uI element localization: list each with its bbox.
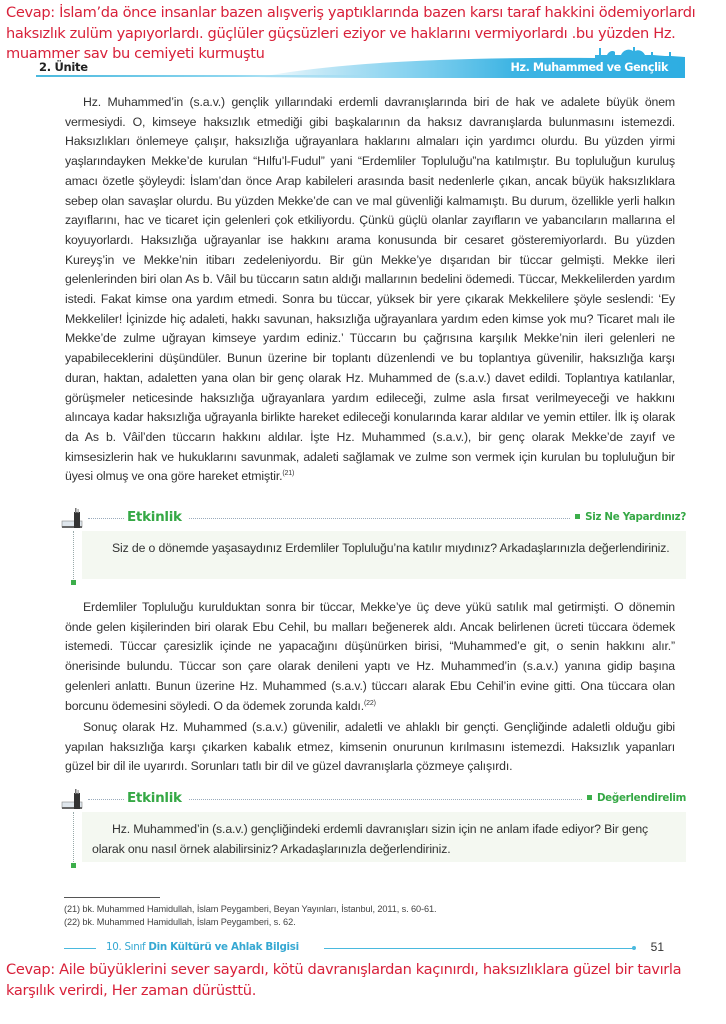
- activity-question: [92, 819, 676, 859]
- footnotes: [64, 897, 664, 928]
- activity-question: [92, 538, 676, 558]
- unit-label: 2. Ünite: [39, 60, 88, 74]
- footer-rule-left: [64, 948, 96, 949]
- footnote-rule: [64, 897, 160, 898]
- activity-dotted-line: [73, 812, 74, 862]
- answer-note-top: Cevap: İslam’da önce insanlar bazen alışveriş yaptıklarında bazen karsı taraf hakkini ödemiyorlardı haksızlık zulüm yapıyorlardı. güçlüler güçsüzleri eziyor ve haklarını vermiyorlardı .bu yüzden Hz. muammer sav bu cemiyeti kurmuştu: [6, 4, 696, 62]
- paragraph-2-text: Erdemliler Topluluğu kurulduktan sonra bir tüccar, Mekke’ye üç deve yükü satılık mal getirmişti. O dönemin önde gelen kişilerinden biri olarak Ebu Cehil, bu malları beğenerek aldı. Ancak belirlenen ücreti tüccara ödemek istemedi. Tüccar çaresizlik içinde ne yapacağını düşünürken birisi, “Muhammed’e git, o senin hakkını alır.” önerisinde bulundu. Tüccar son çare olarak denileni yaptı ve Hz. Muhammed’in (s.a.v.) yanına gidip başına gelenleri anlattı. Bunun üzerine Hz. Muhammed (s.a.v.) tüccarı alarak Ebu Cehil’in evine gitti. Ona tüccara olan borcunu ödemesini söyledi. O da ödemek zorunda kaldı.: [65, 600, 675, 713]
- footnote-22: (22) bk. Muhammed Hamidullah, İslam Peygamberi, s. 62.: [64, 916, 296, 927]
- paragraph-1: [65, 93, 675, 487]
- paragraph-3: [65, 718, 675, 777]
- footer-rule-right: [324, 948, 634, 949]
- footer-subject: Din Kültürü ve Ahlak Bilgisi: [148, 941, 299, 953]
- footer-grade: 10. Sınıf: [106, 941, 146, 953]
- activity-box-siz-ne-yapardiniz: [58, 507, 690, 585]
- paragraph-3-text: Sonuç olarak Hz. Muhammed (s.a.v.) güvenilir, adaletli ve ahlaklı bir gençti. Gençliğinde adaletli olduğu gibi yapılan haksızlığa karşı çıkarken kabalık etmez, kimsenin onurunun kırılmasını istemezdi. Haksızlık yapanları güzel bir dil ile uyarırdı. Sorunları tatlı bir dil ve güzel davranışlarla çözmeye çalışırdı.: [65, 720, 675, 774]
- answer-note-bottom: Cevap: Aile büyüklerini sever sayardı, kötü davranışlardan kaçınırdı, haksızlıklara güzel bir tavırla karşılık verirdi, Her zaman dürüsttü.: [6, 961, 682, 999]
- activity-bullet-icon: [71, 863, 76, 868]
- activity-bullet-icon: [71, 580, 76, 585]
- footer-dot-icon: [632, 946, 636, 950]
- footnote-ref-21[interactable]: (21): [282, 470, 295, 478]
- activity-header: [88, 788, 686, 810]
- paragraph-1-text: Hz. Muhammed’in (s.a.v.) gençlik yıllarındaki erdemli davranışlarında biri de hak ve adalete büyük önem vermesiydi. O, kimseye haksızlık etmediği gibi başkalarının da haksız davranışlarda bulunmasını istemezdi. Haksızlıkları önlemeye çalışır, haksızlığa uğrayanlara haklarını almaları için yardımcı olurdu. Bu yüzden yirmi yaşlarındayken Mekke’de kurulan “Hılfu’l-Fudul” yani “Erdemliler Topluluğu”na katılmıştır. Bu topluluğun kuruluş amacı özetle şöyleydi: İslam’dan önce Arap kabileleri arasında basit nedenlerle çıkan, ancak büyük haksızlıklara sebep olan savaşlar olurdu. Bu yüzden Mekke’de can ve mal güvenliği kalmamıştı. Bu durum, özellikle yerli halkın zayıflarını, hac ve ticaret için gelenleri çok etkiliyordu. Çünkü güçlü olanlar zayıfların ve yabancıların mallarına el koyuyorlardı. Haksızlığa uğrayanlar ise hakkını arama konusunda bir cesaret gösteremiyorlardı. Bu yüzden Kureyş’in ve Mekke’nin itibarı zedeleniyordu. Bir gün Mekke’ye dışarıdan bir tüccar gelmişti. Mekke ileri gelenlerinden biri olan As b. Vâil bu tüccarın satın aldığı mallarının bedelini ödemedi. Tüccar, Mekkelilerden yardım istedi. Fakat kimse ona yardım etmedi. Sonra bu tüccar, yüksek bir yere çıkarak Mekkelilere şöyle seslendi: ‘Ey Mekkeliler! İçinizde hiç adaleti, hakkı savunan, haksızlığa uğrayanlara yardım eden kimse yok mu? Ticaret malı ile Mekke’de zulme uğrayan kimseye yardım ediniz.’ Tüccarın bu çağrısına karşılık Mekke’nin ileri gelenleri ne yapabileceklerini düşündüler. Bunun üzerine bir toplantı düzenlendi ve bu toplantıya güvenilir, haksızlığa karşı duran, haktan, adaletten yana olan bir genç olarak Hz. Muhammed de (s.a.v.) davet edildi. Toplantıya katılanlar, görüşmeler neticesinde haksızlığa uğrayanlara yardım edileceği, zulme asla fırsat verilmeyeceği ve hakkını alıncaya kadar haksızlığa uğrayanla birlikte hareket edileceği konularında karar aldılar ve yemin ettiler. İlk iş olarak da As b. Vâil’den tüccarın hakkını aldılar. İşte Hz. Muhammed (s.a.v.), bir genç olarak Mekke’de zayıf ve kimsesizlerin hak ve hukuklarını savunmak, adaleti sağlamak ve zulme son vermek için kurulan bu topluluğun bir üyesi olmuş ve ona göre hareket etmiştir.: [65, 95, 675, 484]
- activity-title: Etkinlik: [124, 509, 188, 525]
- activity-box-degerlendirelim: [58, 788, 690, 868]
- pen-on-book-icon: [60, 507, 90, 531]
- footer-book-title: [106, 941, 299, 953]
- footnote-ref-22[interactable]: (22): [363, 699, 376, 707]
- page-header: [0, 44, 726, 86]
- activity-question-text: Hz. Muhammed’in (s.a.v.) gençliğindeki erdemli davranışları sizin için ne anlam ifade ediyor? Bir genç olarak onu nasıl örnek alabilirsiniz? Arkadaşlarınızla değerlendiriniz.: [92, 822, 649, 856]
- paragraph-2: [65, 598, 675, 716]
- page-number: 51: [650, 940, 664, 954]
- activity-question-text: Siz de o dönemde yaşasaydınız Erdemliler Topluluğu’na katılır mıydınız? Arkadaşlarınızla değerlendiriniz.: [112, 541, 670, 555]
- activity-header: [88, 507, 686, 529]
- pen-on-book-icon: [60, 788, 90, 812]
- activity-tag: Değerlendirelim: [582, 792, 686, 804]
- page-footer: [64, 940, 664, 956]
- footnote-21: (21) bk. Muhammed Hamidullah, İslam Peygamberi, Beyan Yayınları, İstanbul, 2011, s. 60-61.: [64, 904, 437, 914]
- activity-title: Etkinlik: [124, 790, 188, 806]
- activity-dotted-line: [73, 531, 74, 579]
- activity-tag: Siz Ne Yapardınız?: [570, 511, 686, 523]
- chapter-title: Hz. Muhammed ve Gençlik: [510, 61, 668, 74]
